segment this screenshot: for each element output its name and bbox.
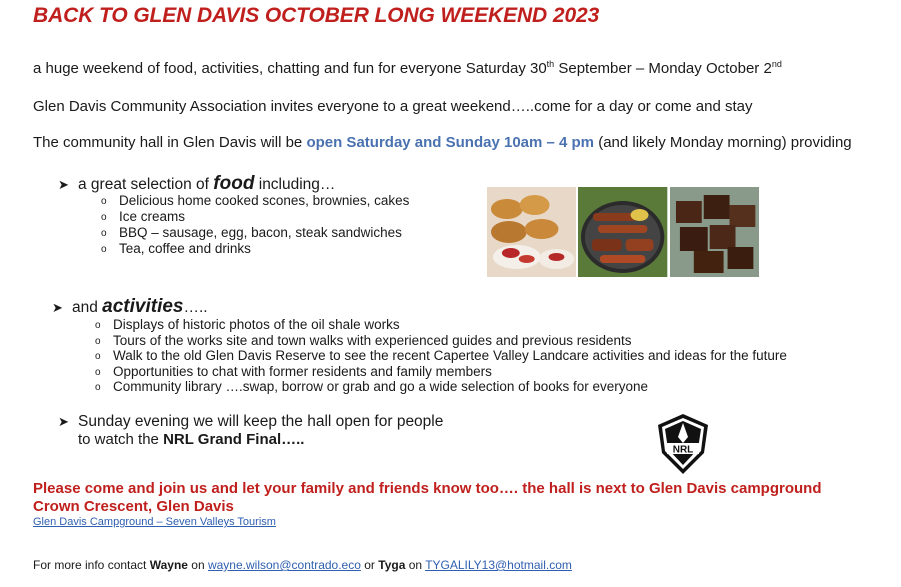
- circle-bullet-icon: o: [101, 196, 107, 207]
- wayne-email-link[interactable]: wayne.wilson@contrado.eco: [207, 558, 361, 572]
- svg-text:NRL: NRL: [672, 444, 694, 456]
- arrow-bullet-icon: ➤: [58, 414, 69, 429]
- sunday-line: ➤ Sunday evening we will keep the hall open for people: [58, 413, 444, 430]
- call-to-action-line2: Crown Crescent, Glen Davis: [33, 498, 234, 515]
- bbq-photo: [578, 187, 667, 277]
- list-item: o Delicious home cooked scones, brownies, cakes: [101, 193, 410, 208]
- list-item: o BBQ – sausage, egg, bacon, steak sandwiches: [101, 225, 402, 240]
- list-item: o Opportunities to chat with former residents and family members: [95, 364, 492, 379]
- scones-photo: [487, 187, 576, 277]
- arrow-bullet-icon: ➤: [52, 300, 63, 315]
- campground-link[interactable]: Glen Davis Campground – Seven Valleys Tourism: [33, 516, 276, 528]
- nrl-shield-logo: [657, 413, 709, 475]
- circle-bullet-icon: o: [101, 228, 107, 239]
- list-item: o Ice creams: [101, 209, 186, 224]
- circle-bullet-icon: o: [95, 367, 101, 378]
- food-keyword: food: [213, 173, 255, 194]
- list-item: o Tea, coffee and drinks: [101, 241, 251, 256]
- activities-heading: ➤ and activities…..: [52, 296, 208, 317]
- tyga-email-link[interactable]: TYGALILY13@hotmail.com: [425, 558, 572, 572]
- arrow-bullet-icon: ➤: [58, 177, 69, 192]
- page-title: BACK TO GLEN DAVIS OCTOBER LONG WEEKEND 2023: [33, 4, 600, 27]
- opening-hours: open Saturday and Sunday 10am – 4 pm: [306, 134, 595, 151]
- circle-bullet-icon: o: [101, 212, 107, 223]
- list-item: o Displays of historic photos of the oil shale works: [95, 317, 400, 332]
- invite-line: Glen Davis Community Association invites everyone to a great weekend…..come for a day or come and stay: [33, 98, 753, 115]
- circle-bullet-icon: o: [95, 351, 101, 362]
- circle-bullet-icon: o: [101, 244, 107, 255]
- call-to-action-line1: Please come and join us and let your family and friends know too…. the hall is next to Glen Davis campground: [33, 480, 822, 497]
- list-item: o Tours of the works site and town walks with experienced guides and previous residents: [95, 333, 632, 348]
- list-item: o Community library ….swap, borrow or grab and go a wide selection of books for everyone: [95, 379, 649, 394]
- activities-keyword: activities: [102, 296, 184, 317]
- hall-line: The community hall in Glen Davis will be open Saturday and Sunday 10am – 4 pm (and likely Monday morning) providing: [33, 134, 852, 151]
- brownies-photo: [670, 187, 759, 277]
- nrl-grand-final: NRL Grand Final…..: [163, 431, 305, 448]
- list-item: o Walk to the old Glen Davis Reserve to see the recent Capertee Valley Landcare activities and ideas for the future: [95, 348, 787, 363]
- circle-bullet-icon: o: [95, 320, 101, 331]
- intro-line: a huge weekend of food, activities, chatting and fun for everyone Saturday 30th September – Monday October 2nd: [33, 59, 782, 77]
- nrl-line: to watch the NRL Grand Final…..: [78, 431, 305, 448]
- contact-line: For more info contact Wayne on wayne.wilson@contrado.eco or Tyga on TYGALILY13@hotmail.com: [33, 558, 572, 572]
- food-heading: ➤ a great selection of food including…: [58, 173, 336, 194]
- food-photos: [487, 187, 759, 277]
- circle-bullet-icon: o: [95, 382, 101, 393]
- circle-bullet-icon: o: [95, 336, 101, 347]
